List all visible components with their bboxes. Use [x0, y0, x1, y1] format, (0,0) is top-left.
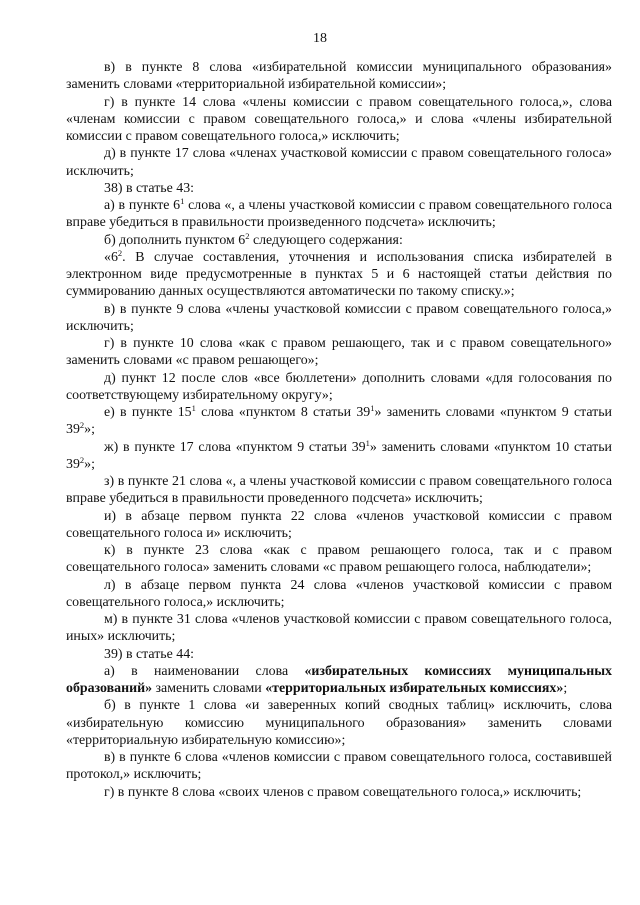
paragraph [66, 646, 612, 663]
text-run: в) в пункте 9 слова «члены участковой комиссии с правом совещательного голоса,» исключить; [66, 301, 612, 334]
paragraph [66, 180, 612, 197]
text-run: к) в пункте 23 слова «как с правом решающего голоса, так и с правом совещательного голоса» заменить словами «с правом решающего голоса, наблюдатели»; [66, 543, 612, 576]
paragraph [66, 249, 612, 301]
superscript: 2 [117, 247, 123, 258]
text-run: »; [84, 456, 95, 472]
paragraph [66, 404, 612, 439]
text-run: слова «пунктом 8 статьи 39 [195, 405, 371, 420]
text-run: а) в пункте 6 [104, 198, 181, 213]
superscript: 1 [180, 196, 185, 206]
text-run: ж) в пункте 17 слова «пунктом 9 статьи 39 [104, 439, 366, 455]
paragraph [66, 577, 612, 612]
text-run: л) в абзаце первом пункта 24 слова «членов участковой комиссии с правом совещательного голоса,» исключить; [66, 577, 612, 610]
paragraph [66, 94, 612, 146]
text-run: 38) в статье 43: [104, 180, 195, 196]
text-run: в) в пункте 6 слова «членов комиссии с правом совещательного голоса, составившей протокол,» исключить; [66, 750, 612, 783]
text-run: » заменить словами «пунктом 10 статьи 39 [66, 439, 612, 472]
text-run: а) в наименовании слова [104, 663, 305, 679]
paragraph [66, 232, 612, 249]
text-run: г) в пункте 14 слова «члены комиссии с правом совещательного голоса,», слова «членам комиссии с правом совещательного голоса,» и слова «члены избирательной комиссии с правом совещательного голоса,» исключить; [66, 94, 612, 144]
text-run: в) в пункте 8 слова «избирательной комиссии муниципального образования» заменить словами «территориальной избирательной комиссии»; [66, 60, 612, 93]
paragraph [66, 508, 612, 543]
text-run: заменить словами [152, 681, 266, 696]
text-run: е) в пункте 15 [104, 405, 192, 420]
text-run: д) пункт 12 после слов «все бюллетени» дополнить словами «для голосования по соответствующему избирательному округу»; [66, 370, 612, 403]
bold-text: «избирательных комиссиях муниципальных образований» [66, 663, 612, 696]
superscript: 2 [245, 230, 250, 241]
paragraph [66, 301, 612, 336]
paragraph [66, 697, 612, 749]
text-run: г) в пункте 10 слова «как с правом решающего, так и с правом совещательного» заменить словами «с правом решающего»; [66, 336, 612, 369]
document-body [66, 59, 612, 801]
bold-text: «территориальных избирательных комиссиях» [265, 681, 564, 696]
text-run: . В случае составления, уточнения и использования списка избирателей в электронном виде предусмотренные в пунктах 5 и 6 настоящей статьи действия по суммированию данных осуществляются автоматически по такому списку.»; [66, 249, 612, 300]
paragraph [66, 663, 612, 698]
text-run: слова «, а члены участковой комиссии с правом совещательного голоса вправе убедиться в правильности произведенного подсчета» исключить; [66, 198, 612, 231]
text-run: » заменить словами «пунктом 9 статьи 39 [66, 405, 612, 438]
paragraph [66, 784, 612, 801]
text-run: з) в пункте 21 слова «, а члены участковой комиссии с правом совещательного голоса вправе убедиться в правильности проведенного подсчета» исключить; [66, 474, 612, 507]
superscript: 1 [191, 403, 196, 413]
text-run: 39) в статье 44: [104, 646, 195, 662]
text-run: б) дополнить пунктом 6 [104, 232, 246, 248]
superscript: 2 [79, 420, 85, 431]
paragraph [66, 611, 612, 646]
paragraph [66, 473, 612, 508]
text-run: »; [84, 422, 95, 438]
text-run: б) в пункте 1 слова «и заверенных копий сводных таблиц» исключить, слова «избирательную комиссию муниципального образования» заменить словами «территориальную избирательную комиссию»; [66, 698, 612, 748]
text-run: и) в абзаце первом пункта 22 слова «членов участковой комиссии с правом совещательного голоса и» исключить; [66, 508, 612, 541]
text-run: следующего содержания: [249, 232, 403, 248]
text-run: д) в пункте 17 слова «членах участковой комиссии с правом совещательного голоса» исключить; [66, 146, 612, 179]
paragraph [66, 197, 612, 232]
superscript: 1 [365, 437, 370, 448]
text-run: «6 [104, 249, 118, 265]
paragraph [66, 370, 612, 405]
paragraph [66, 439, 612, 474]
paragraph [66, 749, 612, 784]
superscript: 2 [79, 454, 85, 465]
superscript: 1 [370, 403, 375, 413]
paragraph [66, 335, 612, 370]
page-number: 18 [313, 31, 327, 46]
paragraph [66, 542, 612, 577]
text-run: г) в пункте 8 слова «своих членов с правом совещательного голоса,» исключить; [104, 784, 582, 800]
text-run: м) в пункте 31 слова «членов участковой комиссии с правом совещательного голоса, иных» исключить; [66, 612, 612, 645]
text-run: ; [563, 681, 568, 696]
paragraph [66, 145, 612, 180]
paragraph [66, 59, 612, 94]
